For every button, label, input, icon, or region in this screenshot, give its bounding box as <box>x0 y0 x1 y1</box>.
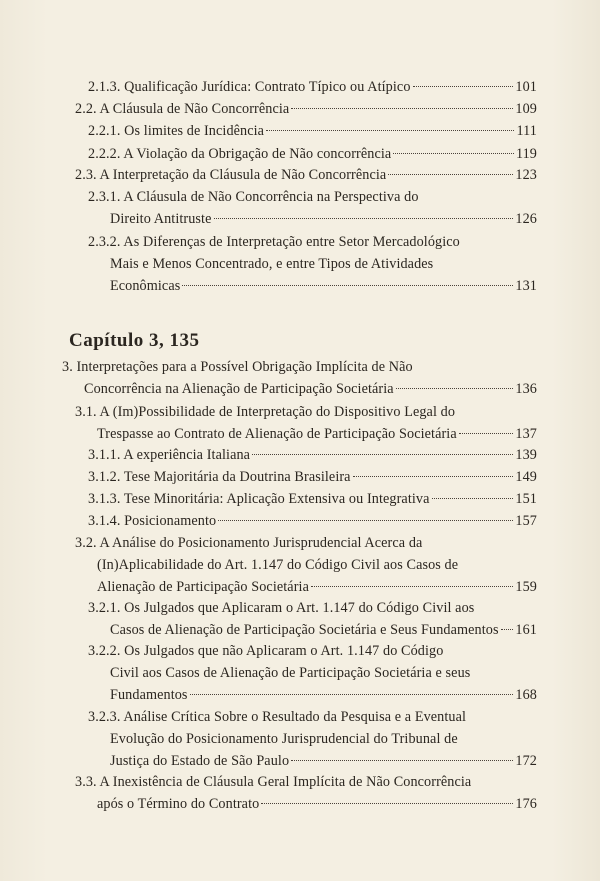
page-number: 159 <box>515 579 537 595</box>
entry-title-line: Justiça do Estado de São Paulo <box>110 753 290 769</box>
toc-entry[interactable] <box>88 510 537 532</box>
toc-entry[interactable] <box>88 488 537 510</box>
page-number: 119 <box>515 146 537 162</box>
page-number: 131 <box>515 278 537 294</box>
entry-title-line: (In)Aplicabilidade do Art. 1.147 do Código Civil aos Casos de <box>97 557 459 573</box>
page-number: 126 <box>515 211 537 227</box>
page-number: 161 <box>515 622 537 638</box>
entry-title-line: 2.3.1. A Cláusula de Não Concorrência na Perspectiva do <box>88 189 419 205</box>
entry-title-line: Trespasse ao Contrato de Alienação de Participação Societária <box>97 426 457 442</box>
page-number: 149 <box>515 469 537 485</box>
page-number: 109 <box>515 101 537 117</box>
dot-leader <box>396 388 514 389</box>
page-number: 176 <box>515 796 537 812</box>
entry-title-line: Fundamentos <box>110 687 188 703</box>
page-number: 123 <box>515 167 537 183</box>
dot-leader <box>291 760 513 761</box>
dot-leader <box>413 86 514 87</box>
dot-leader <box>353 476 514 477</box>
dot-leader <box>291 108 513 109</box>
toc-entry[interactable] <box>88 120 537 142</box>
toc-entry[interactable] <box>75 771 537 815</box>
page-number: 168 <box>515 687 537 703</box>
dot-leader <box>252 454 513 455</box>
page-number: 139 <box>515 447 537 463</box>
entry-title-line: 3. Interpretações para a Possível Obrigação Implícita de Não <box>62 359 413 375</box>
entry-title-line: 3.2. A Análise do Posicionamento Jurisprudencial Acerca da <box>75 535 423 551</box>
page-number: 172 <box>515 753 537 769</box>
entry-title-line: 3.2.3. Análise Crítica Sobre o Resultado da Pesquisa e a Eventual <box>88 709 467 725</box>
chapter-heading: Capítulo 3, 135 <box>69 330 200 351</box>
entry-title-line: Evolução do Posicionamento Jurisprudencial do Tribunal de <box>110 731 458 747</box>
toc-entry[interactable] <box>88 597 537 641</box>
page-number: 151 <box>515 491 537 507</box>
dot-leader <box>432 498 514 499</box>
entry-title-line: Direito Antitruste <box>110 211 212 227</box>
page-number: 137 <box>515 426 537 442</box>
entry-title: 2.2.2. A Violação da Obrigação de Não concorrência <box>88 146 392 162</box>
entry-title-line: Concorrência na Alienação de Participação Societária <box>84 381 394 397</box>
toc-entry[interactable] <box>88 231 537 297</box>
toc-entry[interactable] <box>88 466 537 488</box>
page-number: 101 <box>515 79 537 95</box>
dot-leader <box>501 629 514 630</box>
entry-title: 2.3. A Interpretação da Cláusula de Não Concorrência <box>75 167 387 183</box>
entry-title-line: Casos de Alienação de Participação Societária e Seus Fundamentos <box>110 622 499 638</box>
entry-title: 2.2.1. Os limites de Incidência <box>88 123 265 139</box>
dot-leader <box>459 433 514 434</box>
entry-title-line: 2.3.2. As Diferenças de Interpretação entre Setor Mercadológico <box>88 234 460 250</box>
toc-entry[interactable] <box>75 401 537 445</box>
entry-title: 3.1.1. A experiência Italiana <box>88 447 251 463</box>
toc-entry[interactable] <box>75 532 537 598</box>
page-number: 157 <box>515 513 537 529</box>
entry-title-line: após o Término do Contrato <box>97 796 260 812</box>
entry-title: 2.1.3. Qualificação Jurídica: Contrato Típico ou Atípico <box>88 79 411 95</box>
entry-title-line: 3.2.1. Os Julgados que Aplicaram o Art. 1.147 do Código Civil aos <box>88 600 475 616</box>
toc-entry[interactable] <box>88 444 537 466</box>
toc-entry[interactable] <box>62 356 537 400</box>
entry-title: 3.1.2. Tese Majoritária da Doutrina Brasileira <box>88 469 351 485</box>
page-number: 136 <box>515 381 537 397</box>
toc-entry[interactable] <box>88 186 537 230</box>
entry-title: 3.1.4. Posicionamento <box>88 513 217 529</box>
entry-title-line: 3.1. A (Im)Possibilidade de Interpretação do Dispositivo Legal do <box>75 404 456 420</box>
entry-title-line: 3.3. A Inexistência de Cláusula Geral Implícita de Não Concorrência <box>75 774 472 790</box>
dot-leader <box>218 520 513 521</box>
toc-entry[interactable] <box>75 98 537 120</box>
dot-leader <box>261 803 513 804</box>
dot-leader <box>190 694 514 695</box>
entry-title-line: Alienação de Participação Societária <box>97 579 309 595</box>
entry-title-line: Civil aos Casos de Alienação de Participação Societária e seus <box>110 665 471 681</box>
dot-leader <box>182 285 513 286</box>
toc-entry[interactable] <box>88 706 537 772</box>
entry-title: 3.1.3. Tese Minoritária: Aplicação Extensiva ou Integrativa <box>88 491 430 507</box>
entry-title-line: Mais e Menos Concentrado, e entre Tipos de Atividades <box>110 256 434 272</box>
entry-title: 2.2. A Cláusula de Não Concorrência <box>75 101 290 117</box>
toc-entry[interactable] <box>88 640 537 706</box>
page-number: 111 <box>516 123 537 139</box>
dot-leader <box>266 130 514 131</box>
toc-entry[interactable] <box>75 164 537 186</box>
toc-entry[interactable] <box>88 143 537 165</box>
entry-title-line: Econômicas <box>110 278 181 294</box>
toc-entry[interactable] <box>88 76 537 98</box>
dot-leader <box>214 218 514 219</box>
dot-leader <box>311 586 513 587</box>
dot-leader <box>393 153 514 154</box>
entry-title-line: 3.2.2. Os Julgados que não Aplicaram o Art. 1.147 do Código <box>88 643 444 659</box>
dot-leader <box>388 174 513 175</box>
